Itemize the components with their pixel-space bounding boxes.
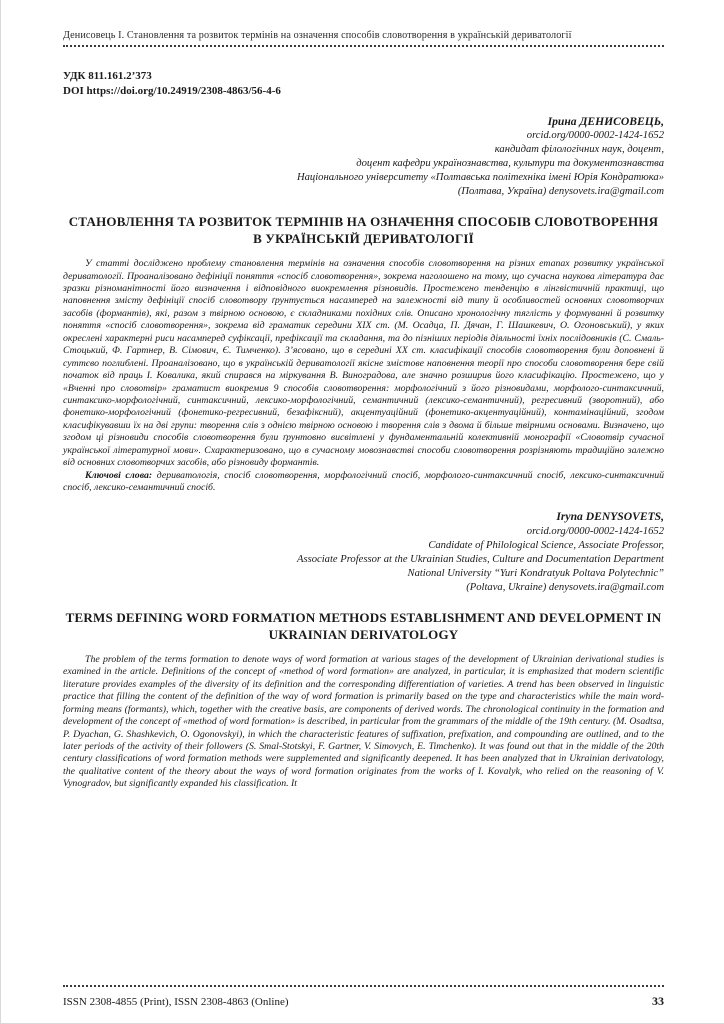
footer-rule [63, 984, 664, 987]
abstract-en: The problem of the terms formation to denote ways of word formation at various stages of the development of Ukrainian derivational studies is examined in the article. Definitions of the concept of «method of word formation» are analyzed, in particular, it is emphasized that modern scientific literature provides examples of the diversity of its definition and the corresponding differentiation of varieties. A trend has been observed in linguistic practice that filling the content of the definition of the way of word formation is primarily based on the type and characteristics while the main word-forming means (formants), which, together with the creative basis, are components of derived words. The chronological continuity in the formation and development of the concept of «method of word formation» is described, in particular from the grammars of the middle of the 19th century. (M. Osadtsa, P. Dyachan, G. Shashkevich, O. Ogonovskyi), in which the characteristic features of suffixation, prefixation, and compounding are outlined, and to the later periods of the activity of their followers (S. Smal-Stotskyi, F. Gartner, V. Simovych, E. Timchenko). It was found out that in the middle of the 20th century classifications of word formation methods were supplemented and significantly deepened. It has been analyzed that in Ukrainian derivatology, the qualitative content of the theory about the ways of word formation originates from the works of I. Kovalyk, who relied on the reasoning of V. Vynogradov, but significantly expanded his classification. It [63, 653, 664, 790]
author-name-ua: Ірина ДЕНИСОВЕЦЬ, [547, 114, 664, 128]
meta-block [63, 69, 664, 99]
doi-line: DOI https://doi.org/10.24919/2308-4863/56-4-6 [63, 84, 281, 97]
author-university-ua: Національного університету «Полтавська політехніка імені Юрія Кондратюка» [296, 171, 664, 183]
issn-line: ISSN 2308-4855 (Print), ISSN 2308-4863 (Online) [63, 996, 289, 1008]
keywords-text-ua: дериватологія, спосіб словотворення, морфологічний спосіб, морфолого-синтаксичний спосіб, лексико-синтаксичний спосіб, лексико-семантичний спосіб. [63, 469, 664, 494]
author-block-en [63, 509, 664, 594]
article-title-en: TERMS DEFINING WORD FORMATION METHODS ESTABLISHMENT AND DEVELOPMENT IN UKRAINIAN DERIVATOLOGY [65, 609, 662, 642]
author-contact-ua: (Полтава, Україна) denysovets.ira@gmail.com [457, 185, 664, 197]
running-head: Денисовець І. Становлення та розвиток термінів на означення способів словотворення в українській дериватології [63, 30, 572, 41]
keywords-label-ua: Ключові слова: [85, 469, 153, 481]
header-rule [63, 44, 664, 47]
author-name-en: Iryna DENYSOVETS, [556, 510, 664, 524]
author-degree-en: Candidate of Philological Science, Associate Professor, [428, 539, 664, 551]
author-orcid-en: orcid.org/0000-0002-1424-1652 [526, 525, 664, 537]
page-number: 33 [652, 994, 664, 1008]
page-footer [63, 984, 664, 1009]
author-position-en: Associate Professor at the Ukrainian Studies, Culture and Documentation Department [296, 553, 664, 565]
abstract-ua: У статті досліджено проблему становлення термінів на означення способів словотворення на різних етапах розвитку української дериватології. Проаналізовано дефініції поняття «спосіб словотворення», зокрема наголошено на тому, що сучасна наукова література дає зразки різноманітності його визначення і відповідного виокремлення різновидів. Простежено тенденцію в лінгвістичній практиці, що наповнення змісту дефініції спосіб словотвору ґрунтується насамперед на залежності від типу й особливостей основних словотворчих засобів (формантів), які, разом з твірною основою, є складниками похідних слів. Описано хронологічну тяглість у формуванні й розвитку поняття «спосіб словотворення», зокрема від граматик середини XIX ст. (М. Осадца, П. Дячан, Г. Шашкевич, О. Огоновський), у яких окреслені характерні риси насамперед суфіксації, префіксації та складання, та до пізніших періодів діяльності їхніх послідовників (С. Смаль-Стоцький, Ф. Гартнер, В. Сімович, Є. Тимченко). З’ясовано, що в середині XX ст. класифікації способів словотворення були доповнені й суттєво поглиблені. Проаналізовано, що в українській дериватології якісне змістове наповнення теорії про способи словотворення бере свій початок від праць І. Ковалика, який спирався на міркування В. Виноградова, але значно розширив його класифікацію. Простежено, що у «Вченні про словотвір» граматист виокремив 9 способів словотворення: морфологічний з його різновидами, морфолого-синтаксичний, синтаксико-морфологічний, синтаксичний, лексико-морфологічний, семантичний (лексико-семантичний), регресивний (зворотний), або фонетико-морфологічний (фонетико-регресивний, безафіксний), акцентуаційний (фонетико-акцентуаційний), контамінаційний, згодом класифікувавши їх на дві групи: творення слів з однією твірною основою і творення слів з двома й більше твірними основами. Визначено, що згодом ці різновиди способів словотворення були ґрунтовно висвітлені у фундаментальній колективній монографії «Словотвір сучасної української літературної мови». Схарактеризовано, що в сучасному мовознавстві способи словотворення розрізняють традиційно залежно від основних словотворчих засобів, або різновиду формантів. [63, 258, 664, 469]
author-orcid-ua: orcid.org/0000-0002-1424-1652 [526, 129, 664, 141]
article-title-ua: СТАНОВЛЕННЯ ТА РОЗВИТОК ТЕРМІНІВ НА ОЗНАЧЕННЯ СПОСОБІВ СЛОВОТВОРЕННЯ В УКРАЇНСЬКІЙ ДЕРИВАТОЛОГІЇ [68, 213, 659, 246]
keywords-ua [63, 470, 664, 495]
author-contact-en: (Poltava, Ukraine) denysovets.ira@gmail.com [466, 581, 664, 593]
udk-line: УДК 811.161.2’373 [63, 70, 152, 82]
author-university-en: National University “Yuri Kondratyuk Poltava Polytechnic” [407, 567, 664, 579]
author-position-ua: доцент кафедри українознавства, культури та документознавства [356, 157, 664, 169]
author-degree-ua: кандидат філологічних наук, доцент, [494, 143, 664, 155]
author-block-ua [63, 114, 664, 199]
